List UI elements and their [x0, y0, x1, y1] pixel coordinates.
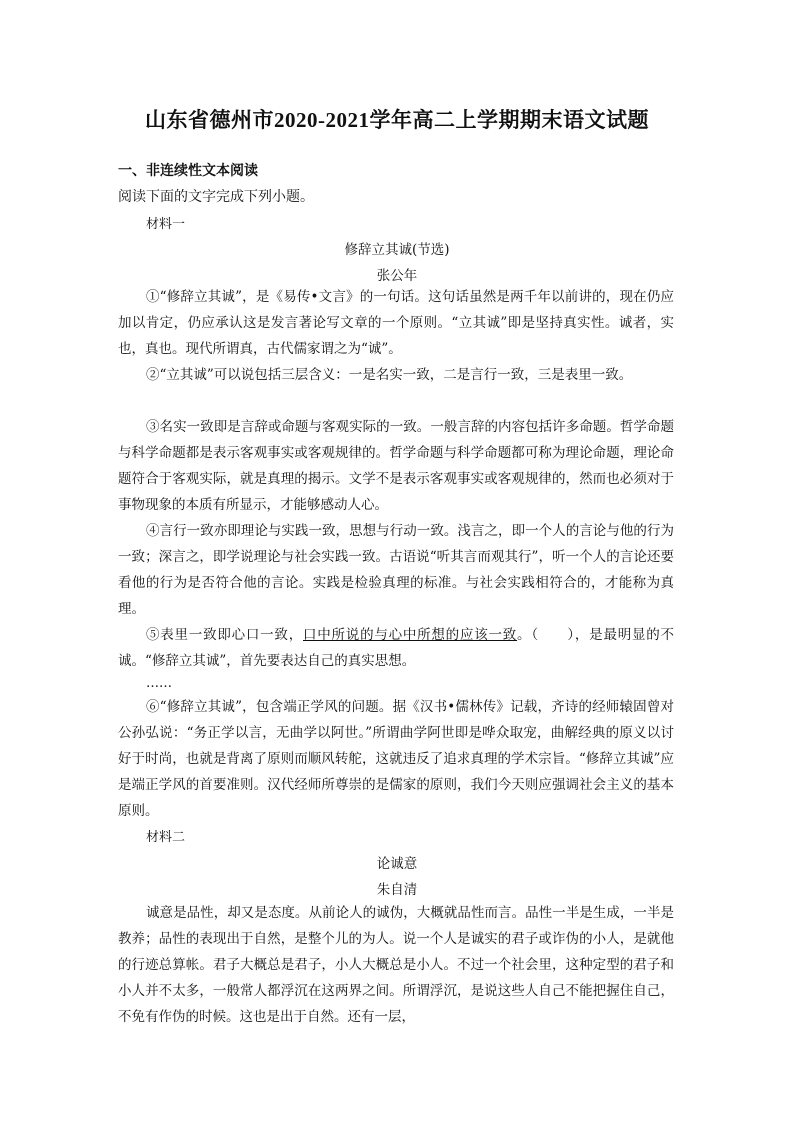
- material-two-paragraph-1: 诚意是品性，却又是态度。从前论人的诚伪，大概就品性而言。品性一半是生成，一半是教养；品性的表现出于自然，是整个儿的为人。说一个人是诚实的君子或诈伪的小人，是就他的行迹总算帐。君子大概总是君子，小人大概总是小人。不过一个社会里，这种定型的君子和小人并不太多，一般常人都浮沉在这两界之间。所谓浮沉，是说这些人自己不能把握住自己，不免有作伪的时候。这也是出于自然。还有一层，: [118, 905, 674, 1025]
- paragraph-1: ①“修辞立其诚”，是《易传•文言》的一句话。这句话虽然是两千年以前讲的，现在仍应加以肯定，仍应承认这是发言著论写文章的一个原则。“立其诚”即是坚持真实性。诚者，实也，真也。现代所谓真，古代儒家谓之为“诚”。: [118, 289, 674, 357]
- material-two-label: 材料二: [146, 830, 186, 845]
- paragraph-3: ③名实一致即是言辞或命题与客观实际的一致。一般言辞的内容包括许多命题。哲学命题与科学命题都是表示客观事实或客观规律的。哲学命题与科学命题都可称为理论命题，理论命题符合于客观实际，就是真理的揭示。文学不是表示客观事实或客观规律的，然而也必须对于事物现象的本质有所显示，才能够感动人心。: [118, 419, 674, 513]
- material-one-title: 修辞立其诚(节选): [344, 242, 450, 258]
- document-title: 山东省德州市2020-2021学年高二上学期期末语文试题: [145, 108, 649, 132]
- paragraph-5-part-a: ⑤表里一致即心口一致，: [146, 627, 303, 643]
- material-one-author: 张公年: [376, 268, 418, 284]
- paragraph-4: ④言行一致亦即理论与实践一致，思想与行动一致。浅言之，即一个人的言论与他的行为一致；深言之，即学说理论与社会实践一致。古语说“听其言而观其行”，听一个人的言论还要看他的行为是否符合他的言论。实践是检验真理的标准。与社会实践相符合的，才能称为真理。: [118, 523, 674, 617]
- ellipsis: ……: [146, 676, 172, 691]
- paragraph-2: ②“立其诚”可以说包括三层含义：一是名实一致，二是言行一致，三是表里一致。: [146, 367, 633, 383]
- paragraph-6: ⑥“修辞立其诚”，包含端正学风的问题。据《汉书•儒林传》记载，齐诗的经师辕固曾对公孙弘说：“务正学以言，无曲学以阿世。”所谓曲学阿世即是哗众取宠，曲解经典的原义以讨好于时尚，也就是背离了原则而顺风转舵，这就违反了追求真理的学术宗旨。“修辞立其诚”应是端正学风的首要准则。汉代经师所尊崇的是儒家的原则，我们今天则应强调社会主义的基本原则。: [118, 699, 674, 819]
- underlined-phrase: 口中所说的与心中所想的应该一致: [302, 627, 518, 643]
- material-two-author: 朱自清: [376, 882, 418, 898]
- material-two-title: 论诚意: [376, 856, 418, 872]
- material-one-label: 材料一: [146, 217, 186, 232]
- paragraph-5: [118, 622, 674, 674]
- paragraph-5-part-b: 。（ ），是最明显的不诚。“修辞立其诚”，首先要表达自己的真实思想。: [118, 627, 675, 669]
- instruction-text: 阅读下面的文字完成下列小题。: [118, 189, 314, 205]
- section-heading: 一、非连续性文本阅读: [118, 163, 258, 179]
